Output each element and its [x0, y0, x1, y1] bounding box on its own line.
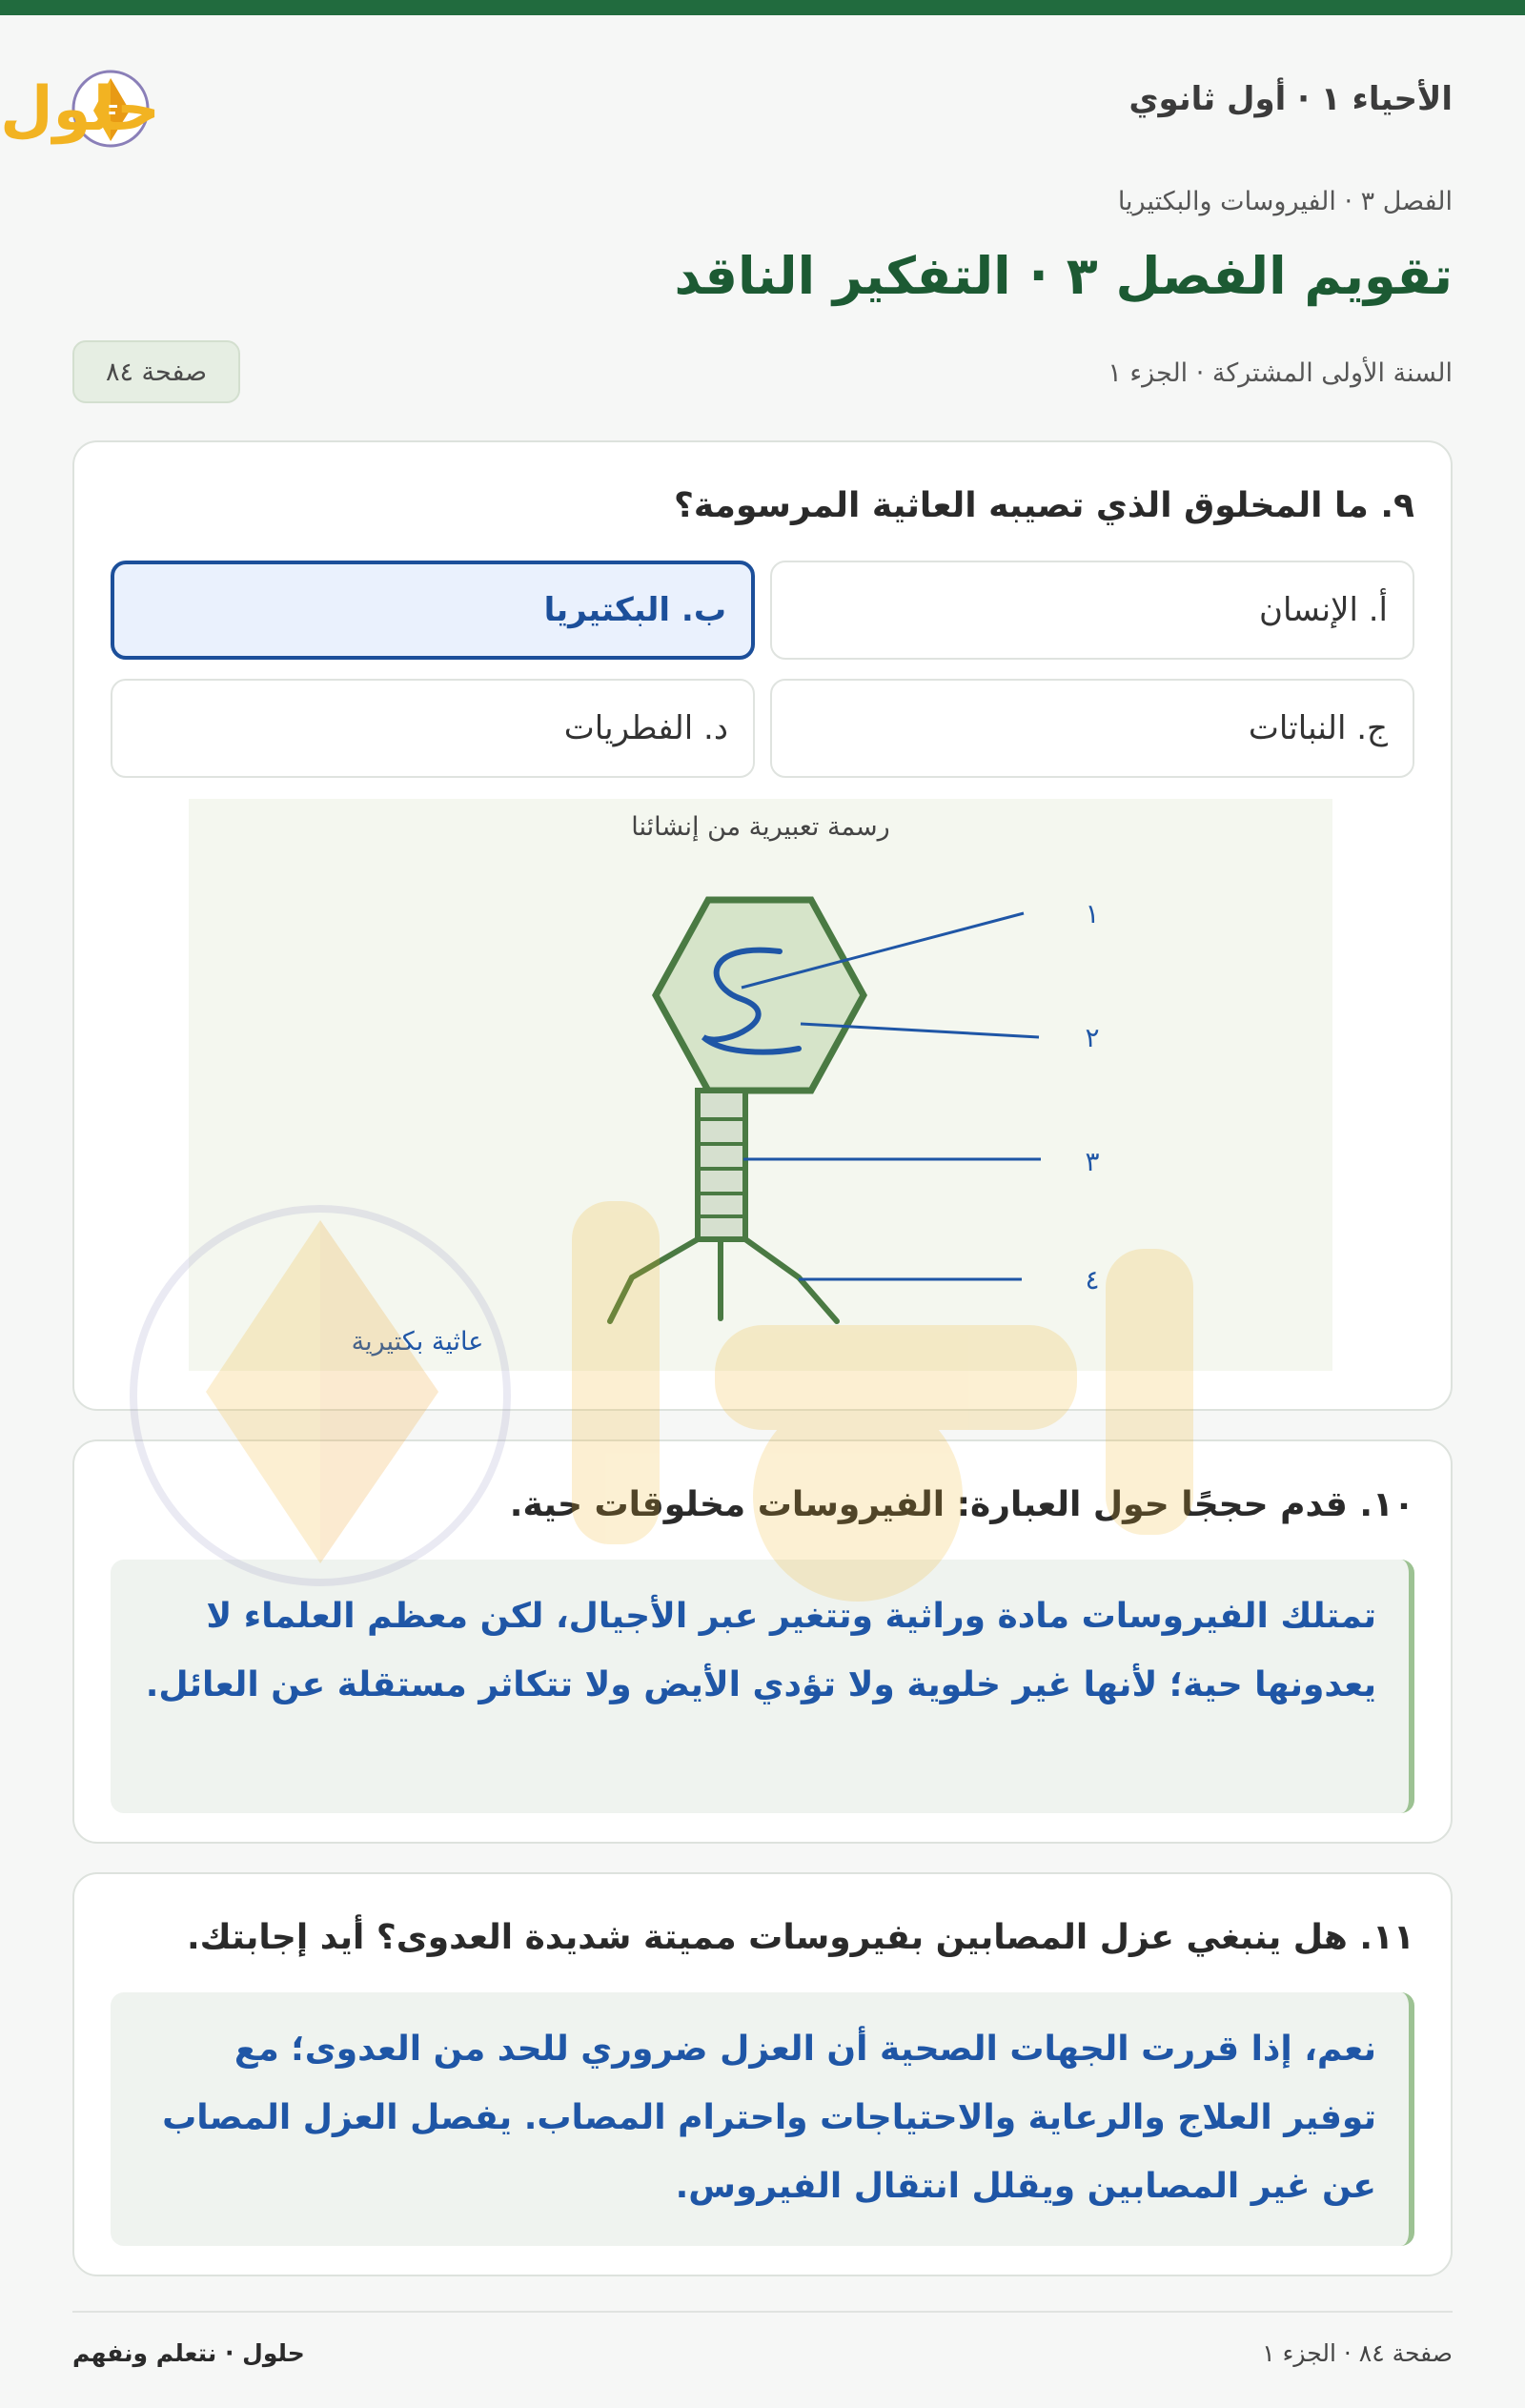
question-10-answer: تمتلك الفيروسات مادة وراثية وتتغير عبر الأجيال، لكن معظم العلماء لا يعدونها حية؛ لأنها غير خلوية ولا تؤدي الأيض ولا تتكاثر مستقلة عن العائل. [111, 1560, 1414, 1813]
page-title: تقويم الفصل ٣ · التفكير الناقد [674, 246, 1453, 306]
choice-a[interactable] [770, 561, 1414, 660]
question-11-card [72, 1872, 1453, 2276]
top-accent-bar [0, 0, 1525, 15]
choice-a-label: أ. الإنسان [1258, 591, 1388, 629]
choice-b-selected[interactable] [111, 561, 755, 660]
logo-wordmark: حلول [0, 74, 160, 145]
question-11-text: ١١. هل ينبغي عزل المصابين بفيروسات مميتة شديدة العدوى؟ أيد إجابتك. [186, 1918, 1414, 1957]
figure-label-1: ١ [1085, 898, 1100, 929]
question-10-text: ١٠. قدم حججًا حول العبارة: الفيروسات مخلوقات حية. [509, 1485, 1414, 1524]
book-info: السنة الأولى المشتركة · الجزء ١ [1108, 358, 1453, 388]
question-11-answer: نعم، إذا قررت الجهات الصحية أن العزل ضروري للحد من العدوى؛ مع توفير العلاج والرعاية والاحتياجات واحترام المصاب. يفصل العزل المصاب عن غير المصابين ويقلل انتقال الفيروس. [111, 1992, 1414, 2246]
chapter-breadcrumb: الفصل ٣ · الفيروسات والبكتيريا [1117, 187, 1453, 216]
choice-c[interactable] [770, 679, 1414, 778]
footer-page-info: صفحة ٨٤ · الجزء ١ [1262, 2339, 1453, 2367]
subject-title: الأحياء ١ · أول ثانوي [1128, 80, 1453, 118]
choice-d[interactable] [111, 679, 755, 778]
figure-label-4: ٤ [1085, 1264, 1100, 1296]
question-10-card [72, 1439, 1453, 1844]
figure-caption: رسمة تعبيرية من إنشائنا [631, 812, 890, 842]
choice-c-label: ج. النباتات [1248, 709, 1388, 747]
page-number-badge: صفحة ٨٤ [72, 340, 240, 403]
figure-name: عاثية بكتيرية [351, 1327, 484, 1357]
hulul-logo[interactable] [0, 53, 320, 163]
page-header [0, 53, 1453, 163]
choice-d-label: د. الفطريات [563, 709, 728, 747]
question-9-card [72, 440, 1453, 1411]
footer-divider [72, 2311, 1453, 2313]
figure-label-3: ٣ [1085, 1146, 1100, 1177]
question-9-text: ٩. ما المخلوق الذي تصيبه العاثية المرسومة؟ [673, 486, 1414, 525]
figure-label-2: ٢ [1085, 1022, 1100, 1053]
choice-b-label: ب. البكتيريا [543, 591, 726, 629]
bacteriophage-figure [189, 799, 1332, 1371]
footer-brand: حلول · نتعلم ونفهم [72, 2339, 305, 2367]
